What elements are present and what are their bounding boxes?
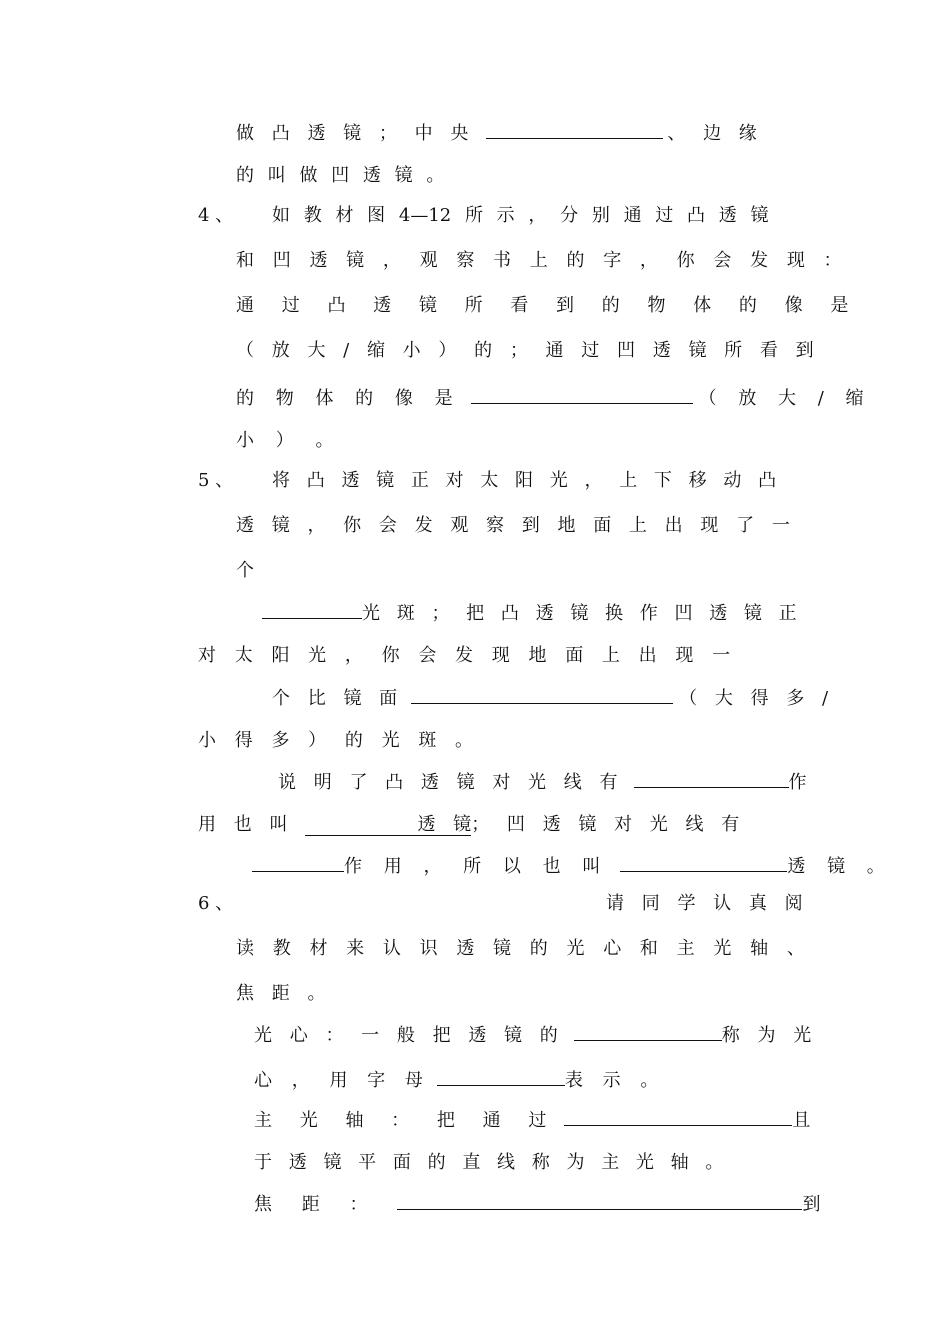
text-line bbox=[236, 428, 333, 454]
underlined-answer: 透 镜 bbox=[305, 814, 471, 836]
text-line bbox=[236, 248, 842, 274]
line-text: 光 斑 ； 把 凸 透 镜 换 作 凹 透 镜 正 bbox=[362, 603, 797, 624]
line-text: （ 放 大 / 缩 bbox=[698, 388, 864, 409]
text-line bbox=[236, 118, 757, 147]
answer-blank[interactable] bbox=[411, 683, 673, 704]
line-text: （ 放 大 / 缩 小 ） 的 ； 通 过 凹 透 镜 所 看 到 bbox=[236, 340, 814, 361]
line-text: 小 ） 。 bbox=[236, 430, 334, 451]
answer-blank[interactable] bbox=[397, 1189, 802, 1210]
text-line bbox=[236, 513, 790, 539]
text-line bbox=[236, 293, 848, 319]
text-line bbox=[236, 163, 444, 189]
text-line bbox=[254, 1020, 811, 1049]
line-text: 作 bbox=[788, 772, 807, 793]
text-line bbox=[254, 1105, 810, 1134]
text-line bbox=[606, 891, 803, 917]
line-text: 个 比 镜 面 bbox=[272, 688, 398, 709]
line-text: 表 示 。 bbox=[564, 1070, 659, 1091]
text-line bbox=[272, 203, 768, 229]
line-text: 称 为 光 bbox=[721, 1025, 812, 1046]
text-line bbox=[278, 767, 807, 796]
text-line bbox=[272, 468, 776, 494]
question-number: 5 、 bbox=[198, 470, 234, 491]
line-text: 用 也 叫 bbox=[198, 814, 288, 835]
text-line bbox=[252, 851, 885, 880]
line-text: 对 太 阳 光 ， 你 会 发 现 地 面 上 出 现 一 bbox=[198, 645, 731, 666]
line-text: 和 凹 透 镜 ， 观 察 书 上 的 字 ， 你 会 发 现 ： bbox=[236, 250, 842, 271]
question-number: 4 、 bbox=[198, 205, 234, 226]
answer-blank[interactable] bbox=[471, 383, 693, 404]
line-text: 的 物 体 的 像 是 bbox=[236, 388, 453, 409]
text-line bbox=[254, 1150, 723, 1176]
text-line bbox=[198, 812, 739, 838]
text-line bbox=[254, 1189, 820, 1218]
line-text: ； 凹 透 镜 对 光 线 有 bbox=[471, 814, 740, 835]
line-text: 小 得 多 ） 的 光 斑 。 bbox=[198, 730, 474, 751]
line-text: 做 凸 透 镜 ； 中 央 bbox=[236, 123, 469, 144]
text-line bbox=[236, 338, 814, 364]
line-text: 的 叫 做 凹 透 镜 。 bbox=[236, 165, 445, 186]
question-number: 6 、 bbox=[198, 893, 234, 914]
answer-blank[interactable] bbox=[564, 1105, 792, 1126]
line-text: 且 bbox=[792, 1110, 811, 1131]
line-text: （ 大 得 多 / bbox=[679, 688, 829, 709]
line-text: 透 镜 。 bbox=[787, 856, 885, 877]
answer-blank[interactable] bbox=[262, 598, 362, 619]
line-text: 、 边 缘 bbox=[667, 123, 757, 144]
text-line bbox=[236, 558, 254, 584]
answer-blank[interactable] bbox=[574, 1020, 722, 1041]
text-line bbox=[254, 1065, 658, 1094]
text-line bbox=[236, 981, 325, 1007]
text-line bbox=[262, 598, 797, 627]
line-text: 如 教 材 图 4—12 所 示 ， 分 别 通 过 凸 透 镜 bbox=[272, 205, 769, 226]
text-line bbox=[272, 683, 828, 712]
line-text: 焦 距 。 bbox=[236, 983, 326, 1004]
line-text: 请 同 学 认 真 阅 bbox=[606, 893, 803, 914]
text-line bbox=[236, 383, 864, 412]
line-text: 焦 距 ： bbox=[254, 1194, 368, 1215]
line-text: 光 心 ： 一 般 把 透 镜 的 bbox=[254, 1025, 558, 1046]
line-text: 心 ， 用 字 母 bbox=[254, 1070, 423, 1091]
text-line bbox=[236, 936, 805, 962]
answer-blank[interactable] bbox=[437, 1065, 565, 1086]
line-text: 作 用 ， 所 以 也 叫 bbox=[344, 856, 601, 877]
line-text: 将 凸 透 镜 正 对 太 阳 光 ， 上 下 移 动 凸 bbox=[272, 470, 777, 491]
line-text: 到 bbox=[802, 1194, 821, 1215]
text-line bbox=[198, 728, 473, 754]
line-text: 通 过 凸 透 镜 所 看 到 的 物 体 的 像 是 bbox=[236, 295, 849, 316]
answer-blank[interactable] bbox=[620, 851, 787, 872]
line-text: 说 明 了 凸 透 镜 对 光 线 有 bbox=[278, 772, 618, 793]
line-text: 个 bbox=[236, 560, 254, 581]
answer-blank[interactable] bbox=[634, 767, 789, 788]
text-line bbox=[198, 643, 730, 669]
line-text: 读 教 材 来 认 识 透 镜 的 光 心 和 主 光 轴 、 bbox=[236, 938, 805, 959]
answer-blank[interactable] bbox=[486, 118, 663, 139]
line-text: 透 镜 ， 你 会 发 观 察 到 地 面 上 出 现 了 一 bbox=[236, 515, 790, 536]
line-text: 于 透 镜 平 面 的 直 线 称 为 主 光 轴 。 bbox=[254, 1152, 724, 1173]
line-text: 主 光 轴 ： 把 通 过 bbox=[254, 1110, 547, 1131]
answer-blank[interactable] bbox=[252, 851, 344, 872]
